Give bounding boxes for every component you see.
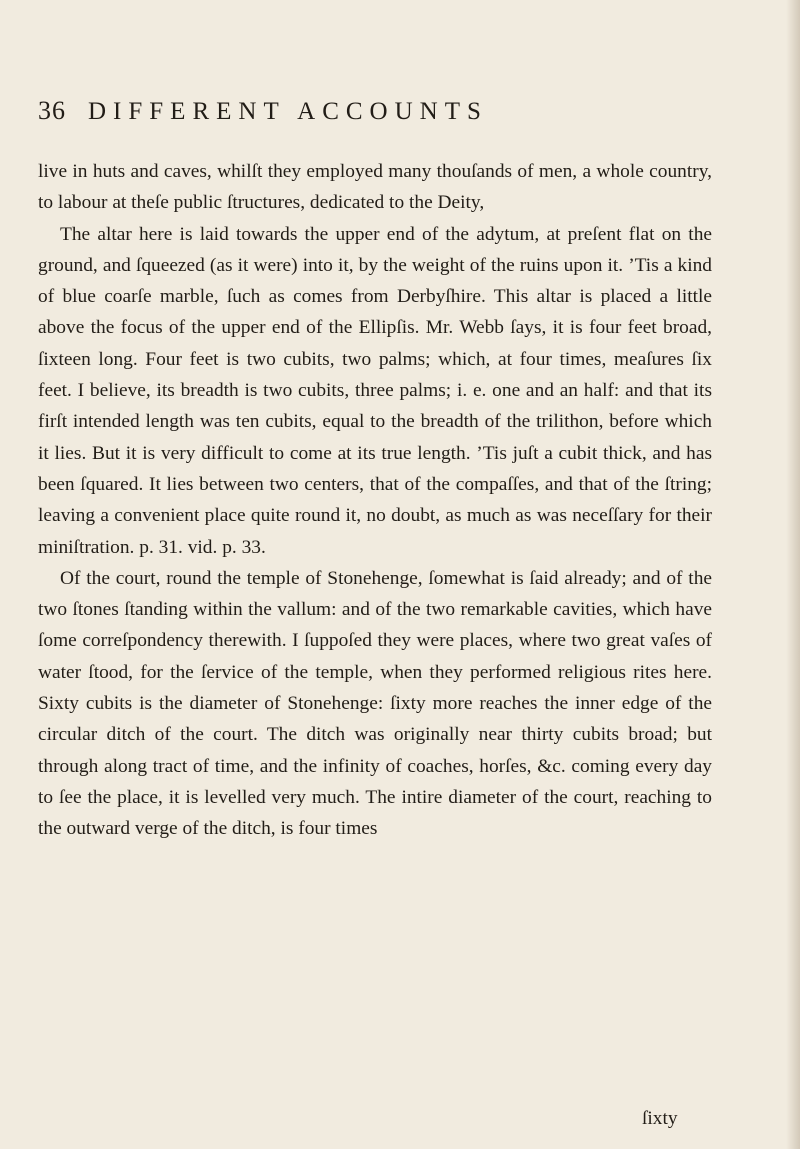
paragraph-continuation: live in huts and caves, whilſt they employed many thouſands of men, a whole country, to labour at theſe public ſtructures, dedicated to the Deity, <box>38 161 712 214</box>
catchword: ſixty <box>642 1108 678 1129</box>
paragraph-altar: The altar here is laid towards the upper end of the adytum, at preſent flat on the ground, and ſqueezed (as it were) into it, by the weight of the ruins upon it. ’Tis a kind of blue coarſe marble, ſuch as comes from Derbyſhire. This altar is placed a little above the focus of the upper end of the Ellipſis. Mr. Webb ſays, it is four feet broad, ſixteen long. Four feet is two cubits, two palms; which, at four times, meaſures ſix feet. I believe, its breadth is two cubits, three palms; i. e. one and an half: and that its firſt intended length was ten cubits, equal to the breadth of the trilithon, before which it lies. But it is very difficult to come at its true length. ’Tis juſt a cubit thick, and has been ſquared. It lies between two centers, that of the compaſſes, and that of the ſtring; leaving a convenient place quite round it, no doubt, as much as was neceſſary for their miniſtration. p. 31. vid. p. 33. <box>38 223 712 558</box>
body-text <box>38 156 712 845</box>
paragraph-court: Of the court, round the temple of Stonehenge, ſomewhat is ſaid already; and of the two ſtones ſtanding within the vallum: and of the two remarkable cavities, which have ſome correſpondency therewith. I ſuppoſed they were places, where two great vaſes of water ſtood, for the ſervice of the temple, when they performed religious rites here. Sixty cubits is the diameter of Stonehenge: ſixty more reaches the inner edge of the circular ditch of the court. The ditch was originally near thirty cubits broad; but through along tract of time, and the infinity of coaches, horſes, &c. coming every day to ſee the place, it is levelled very much. The intire diameter of the court, reaching to the outward verge of the ditch, is four times <box>38 567 712 840</box>
running-head: DIFFERENT ACCOUNTS <box>88 98 488 125</box>
page-edge-shadow <box>786 0 800 1149</box>
page-number: 36 <box>38 96 66 125</box>
page-header <box>38 96 758 126</box>
